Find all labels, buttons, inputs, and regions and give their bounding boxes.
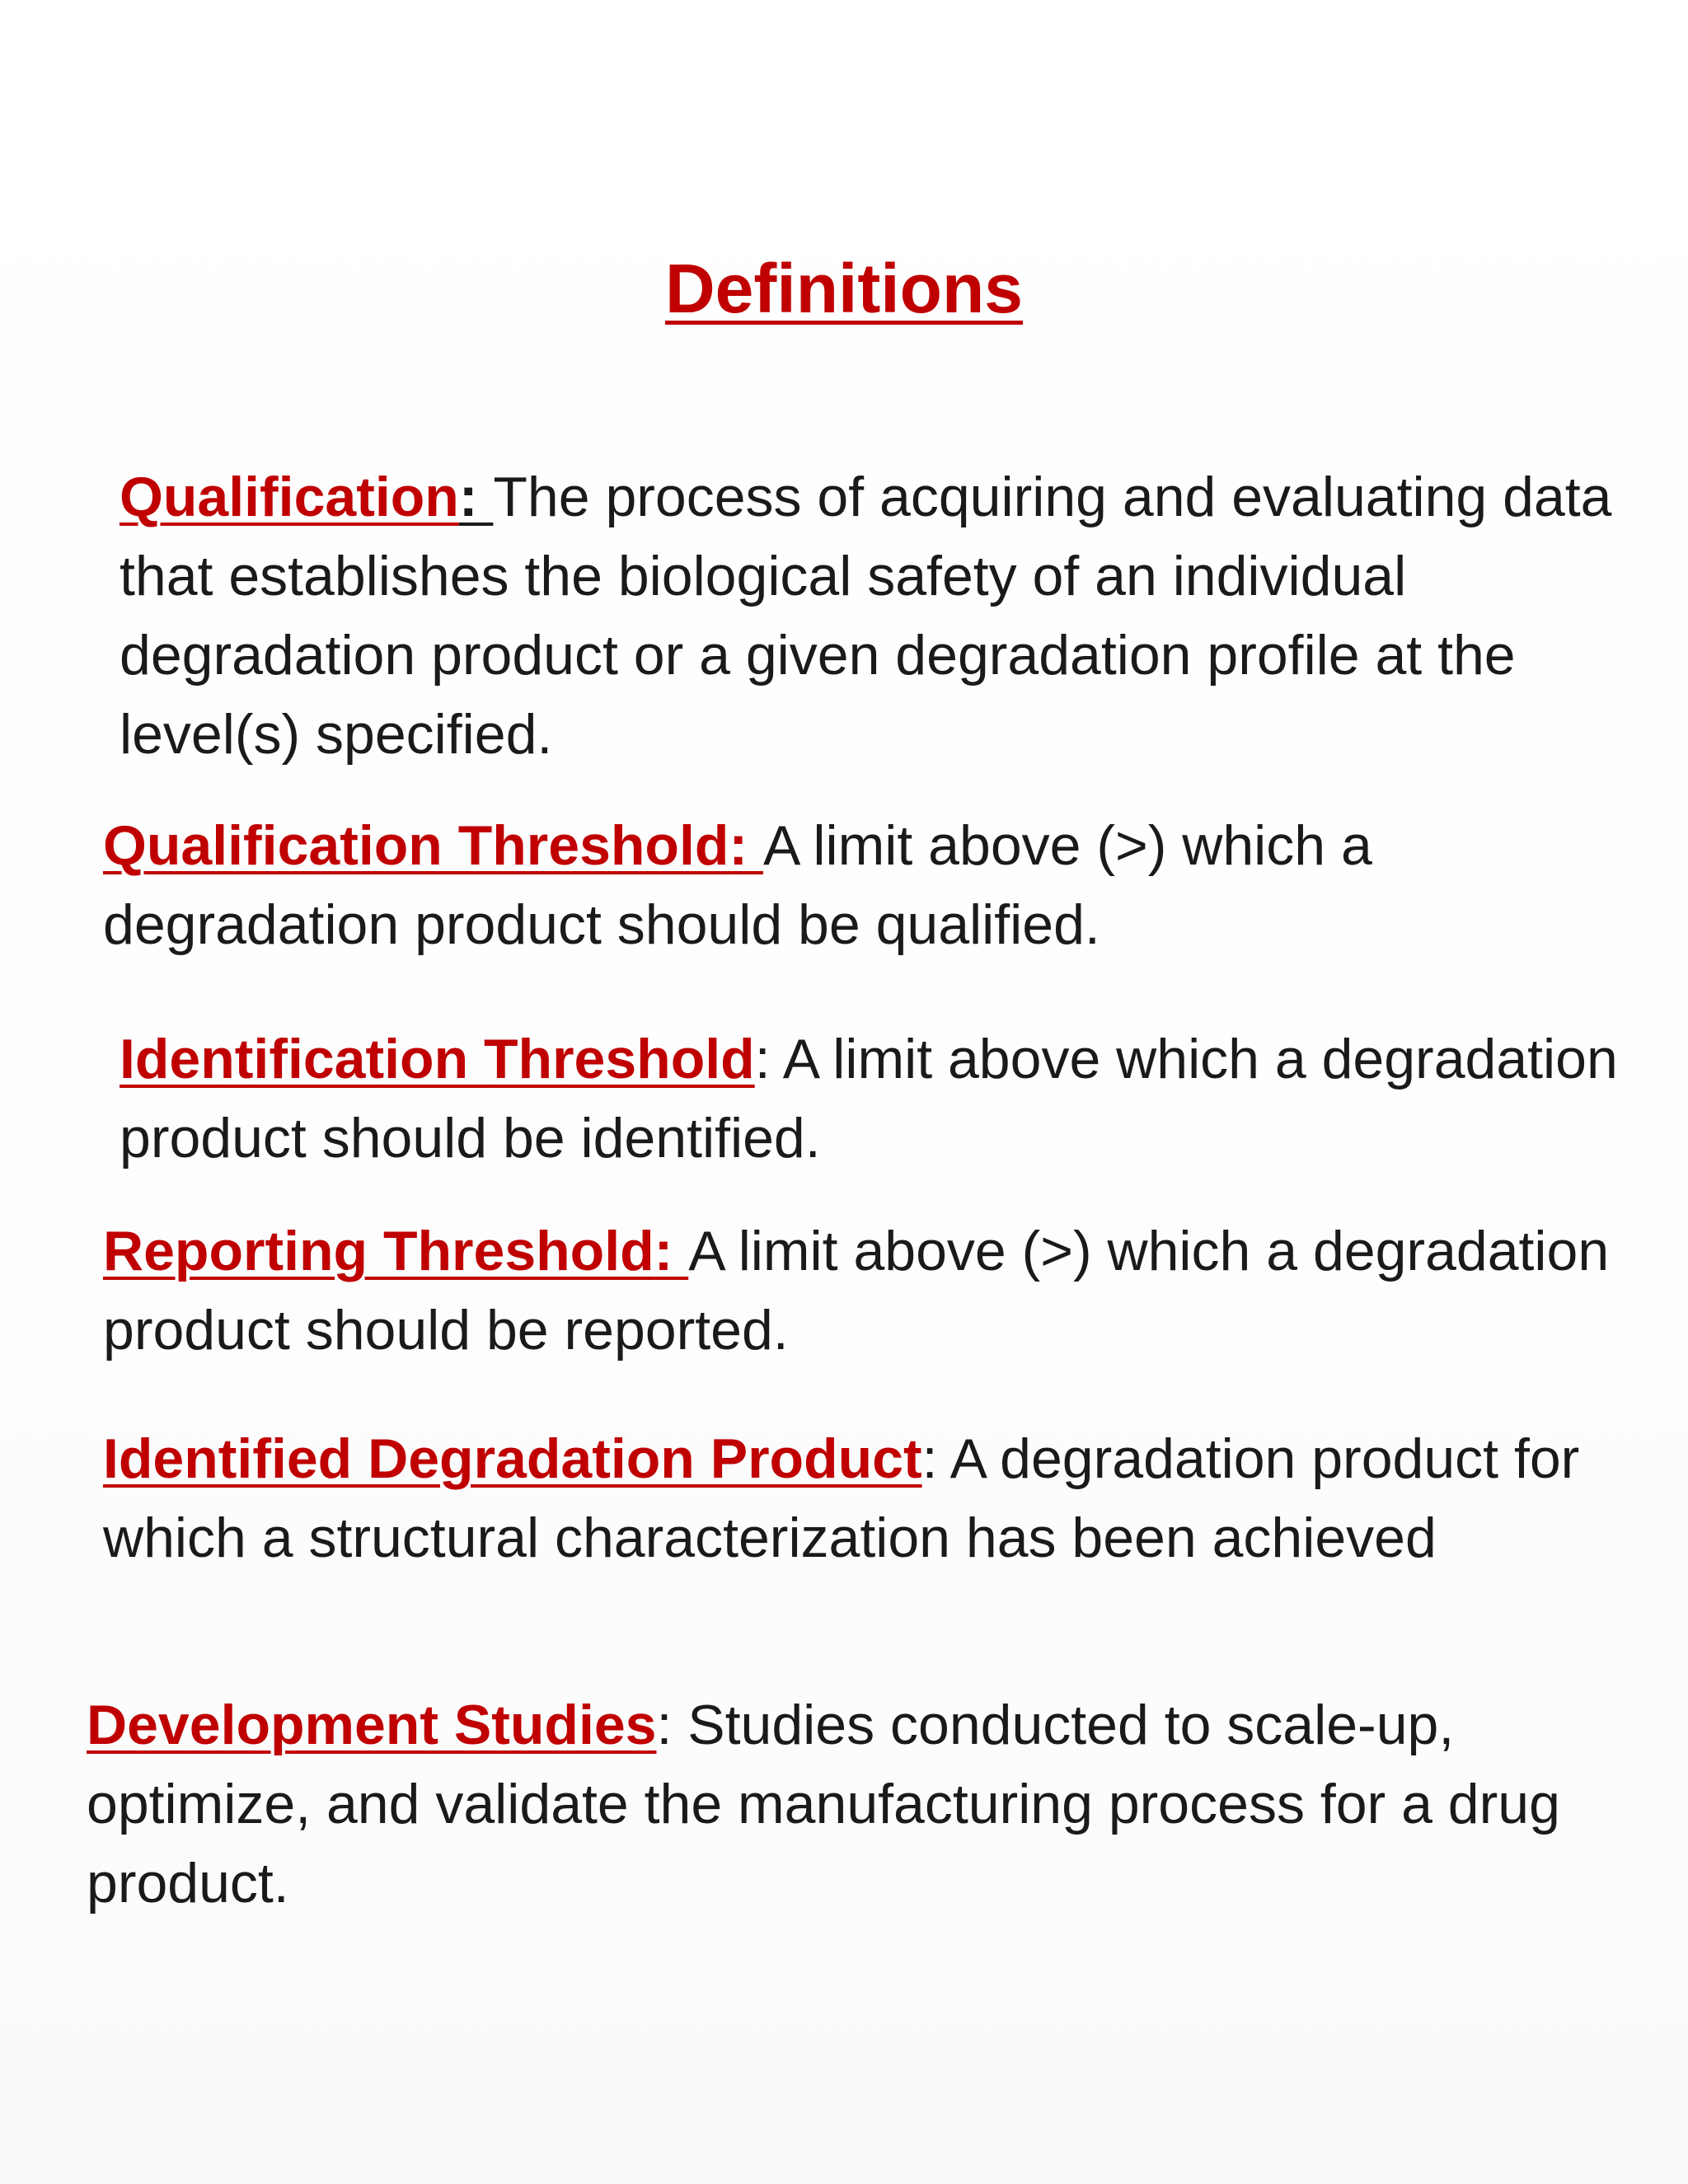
page-title-text: Definitions	[665, 250, 1023, 327]
definition-separator: :	[729, 814, 763, 877]
definition-term: Qualification	[120, 466, 459, 528]
definition-text: A degradation product for which a structural characterization has been achieved	[103, 1427, 1580, 1569]
definition-term: Qualification Threshold	[103, 814, 729, 877]
definition-text: A limit above which a degradation product should be identified.	[120, 1028, 1618, 1169]
definition-term: Reporting Threshold	[103, 1220, 654, 1282]
definition-text: A limit above (>) which a degradation product should be reported.	[103, 1220, 1610, 1361]
definition-separator: :	[921, 1427, 950, 1490]
definition-text: Studies conducted to scale-up, optimize, and validate the manufacturing process for a drug product.	[87, 1694, 1560, 1915]
definition-identification-threshold	[120, 1019, 1636, 1178]
definition-separator: :	[754, 1028, 783, 1090]
definition-text: A limit above (>) which a degradation product should be qualified.	[103, 814, 1372, 956]
definition-identified-degradation-product	[103, 1419, 1653, 1577]
definition-separator: :	[458, 466, 494, 528]
definition-term: Identification Threshold	[120, 1028, 755, 1090]
definition-qualification-threshold	[103, 806, 1636, 964]
definition-development-studies	[87, 1685, 1653, 1923]
definition-separator: :	[656, 1694, 688, 1756]
definition-qualification	[120, 457, 1669, 774]
definition-separator: :	[654, 1220, 689, 1282]
definition-text: The process of acquiring and evaluating data that establishes the biological safety of an individual degradation product or a given degradation profile at the level(s) specified.	[120, 466, 1612, 766]
definition-term: Identified Degradation Product	[103, 1427, 922, 1490]
definition-term: Development Studies	[87, 1694, 657, 1756]
definition-reporting-threshold	[103, 1212, 1620, 1370]
page-title	[0, 247, 1688, 330]
